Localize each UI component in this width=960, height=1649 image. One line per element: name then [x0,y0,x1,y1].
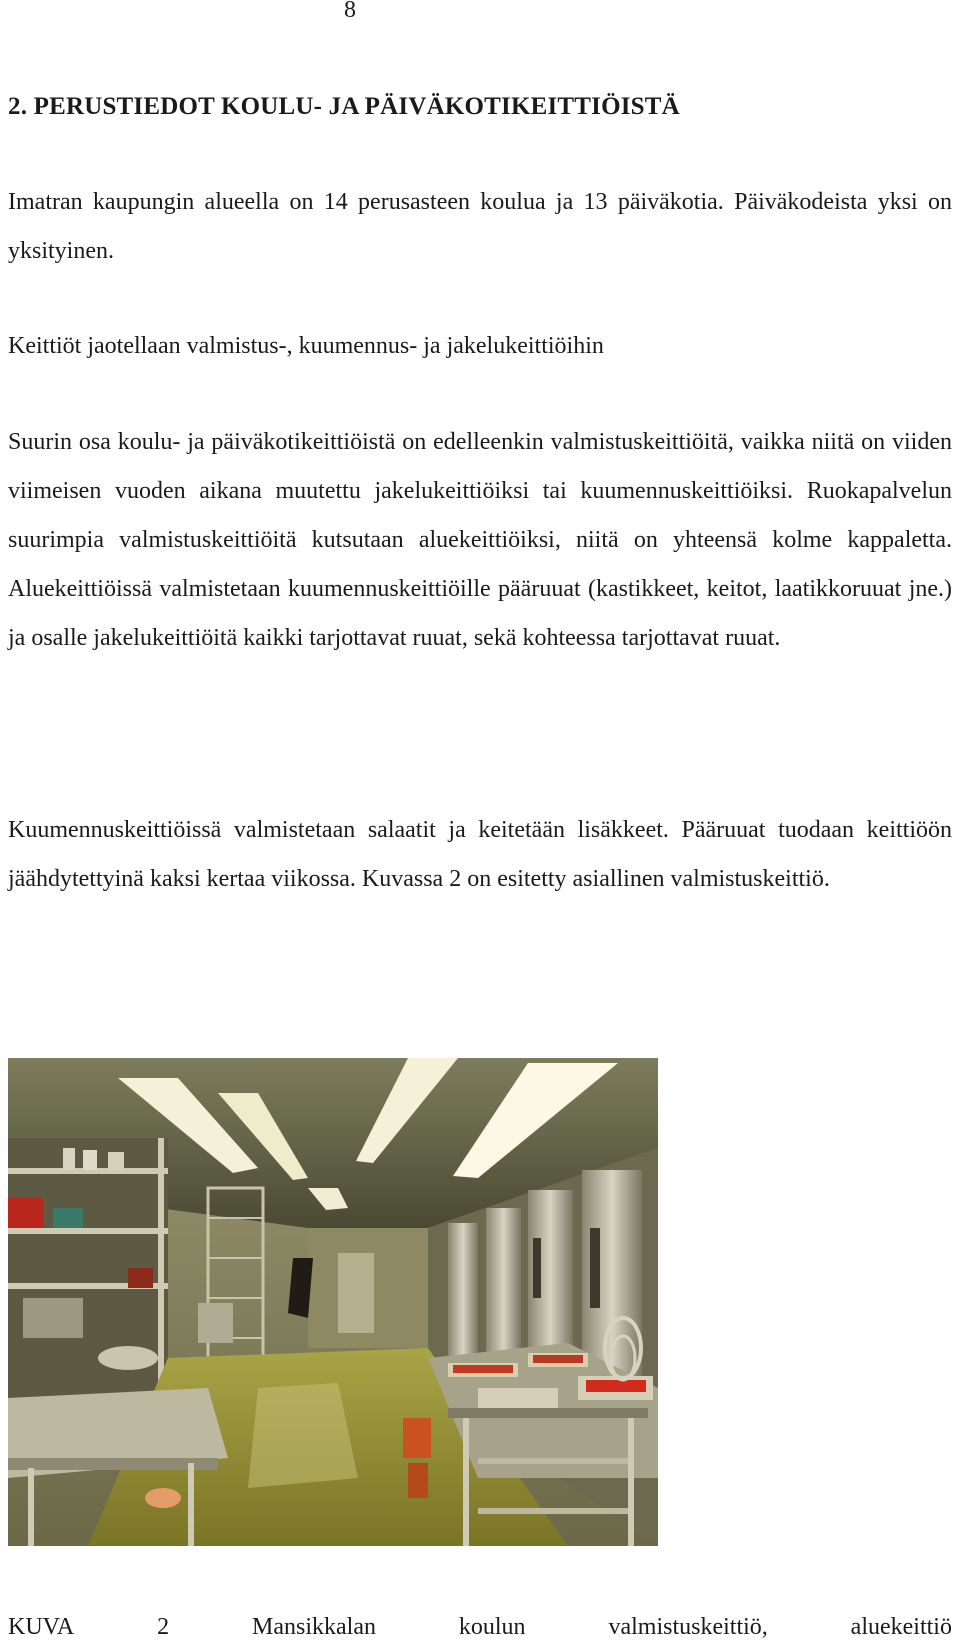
caption-word: koulun [458,1614,526,1640]
caption-word: aluekeittiö [850,1614,952,1640]
paragraph-kitchen-types: Keittiöt jaotellaan valmistus-, kuumennus- ja jakelukeittiöihin [8,333,604,359]
caption-word: 2 [157,1614,170,1640]
kitchen-photo [8,1058,658,1546]
figure-caption [8,1610,952,1644]
page-number: 8 [344,0,356,23]
paragraph-schools: Imatran kaupungin alueella on 14 perusasteen koulua ja 13 päiväkotia. Päiväkodeista yksi on yksityinen. [8,189,952,264]
caption-word: KUVA [8,1614,75,1640]
paragraph-production-kitchens: Suurin osa koulu- ja päiväkotikeittiöistä on edelleenkin valmistuskeittiöitä, vaikka niitä on viiden viimeisen vuoden aikana muutettu jakelukeittiöiksi tai kuumennuskeittiöiksi. Ruokapalvelun suurimpia valmistuskeittiöitä kutsutaan aluekeittiöiksi, niitä on yhteensä kolme kappaletta. Aluekeittiöissä valmistetaan kuumennuskeittiöille pääruuat (kastikkeet, keitot, laatikkoruuat jne.) ja osalle jakelukeittiöitä kaikki tarjottavat ruuat, sekä kohteessa tarjottavat ruuat. [8,429,952,651]
section-heading: 2. PERUSTIEDOT KOULU- JA PÄIVÄKOTIKEITTIÖISTÄ [8,93,680,120]
paragraph-heating-kitchens: Kuumennuskeittiöissä valmistetaan salaatit ja keitetään lisäkkeet. Pääruuat tuodaan keittiöön jäähdytettyinä kaksi kertaa viikossa. Kuvassa 2 on esitetty asiallinen valmistuskeittiö. [8,817,952,892]
caption-word: Mansikkalan [252,1614,376,1640]
caption-word: valmistuskeittiö, [608,1614,768,1640]
